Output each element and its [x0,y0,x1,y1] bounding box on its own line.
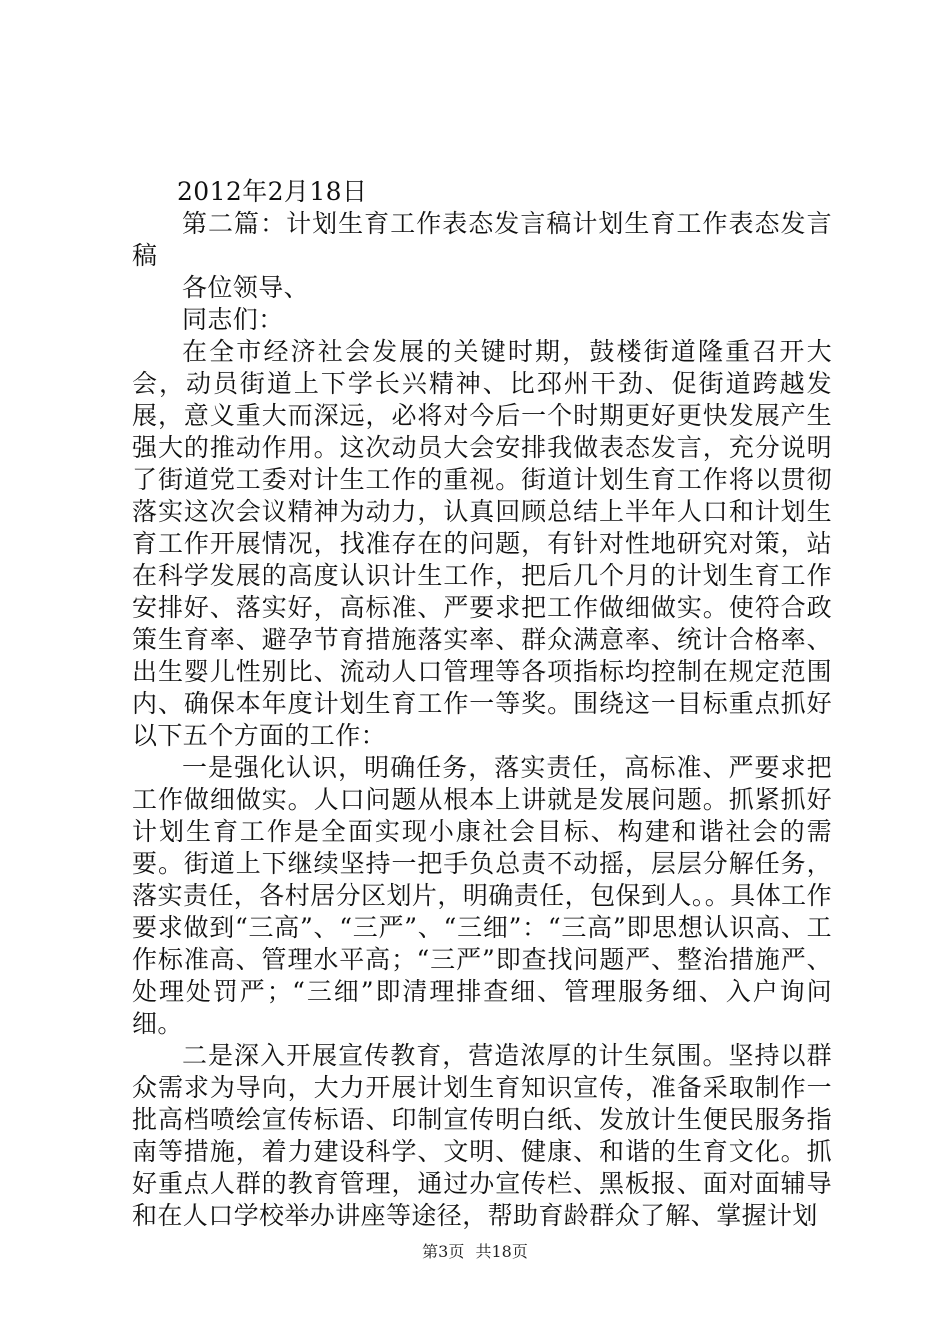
salutation-leaders: 各位领导、 [182,273,310,302]
paragraph-point-one: 一是强化认识，明确任务，落实责任，高标准、严要求把工作做细做实。人口问题从根本上讲就是发展问题。抓紧抓好计划生育工作是全面实现小康社会目标、构建和谐社会的需要。街道上下继续坚持一把手负总责不动摇，层层分解任务，落实责任，各村居分区划片，明确责任，包保到人。。具体工作要求做到“三高”、“三严”、“三细”：“三高”即思想认识高、工作标准高、管理水平高；“三严”即查找问题严、整治措施严、处理处罚严；“三细”即清理排查细、管理服务细、入户询问细。 [132,753,832,1038]
salutation-comrades: 同志们： [182,305,284,334]
page-footer [0,1240,950,1264]
document-date: 2012年2月18日 [177,177,368,206]
paragraph-intro: 在全市经济社会发展的关键时期，鼓楼街道隆重召开大会，动员街道上下学长兴精神、比邳州干劲、促街道跨越发展，意义重大而深远，必将对今后一个时期更好更快发展产生强大的推动作用。这次动员大会安排我做表态发言，充分说明了街道党工委对计生工作的重视。街道计划生育工作将以贯彻落实这次会议精神为动力，认真回顾总结上半年人口和计划生育工作开展情况，找准存在的问题，有针对性地研究对策，站在科学发展的高度认识计生工作，把后几个月的计划生育工作安排好、落实好，高标准、严要求把工作做细做实。使符合政策生育率、避孕节育措施落实率、群众满意率、统计合格率、出生婴儿性别比、流动人口管理等各项指标均控制在规定范围内、确保本年度计划生育工作一等奖。围绕这一目标重点抓好以下五个方面的工作： [132,337,832,750]
page-total: 共18页 [475,1242,528,1261]
page-number: 第3页 [422,1242,465,1261]
section-title: 第二篇：计划生育工作表态发言稿计划生育工作表态发言稿 [132,209,832,270]
paragraph-point-two: 二是深入开展宣传教育，营造浓厚的计生氛围。坚持以群众需求为导向，大力开展计划生育知识宣传，准备采取制作一批高档喷绘宣传标语、印制宣传明白纸、发放计生便民服务指南等措施，着力建设科学、文明、健康、和谐的生育文化。抓好重点人群的教育管理，通过办宣传栏、黑板报、面对面辅导和在人口学校举办讲座等途径，帮助育龄群众了解、掌握计划 [132,1041,832,1230]
document-body [132,176,832,1232]
